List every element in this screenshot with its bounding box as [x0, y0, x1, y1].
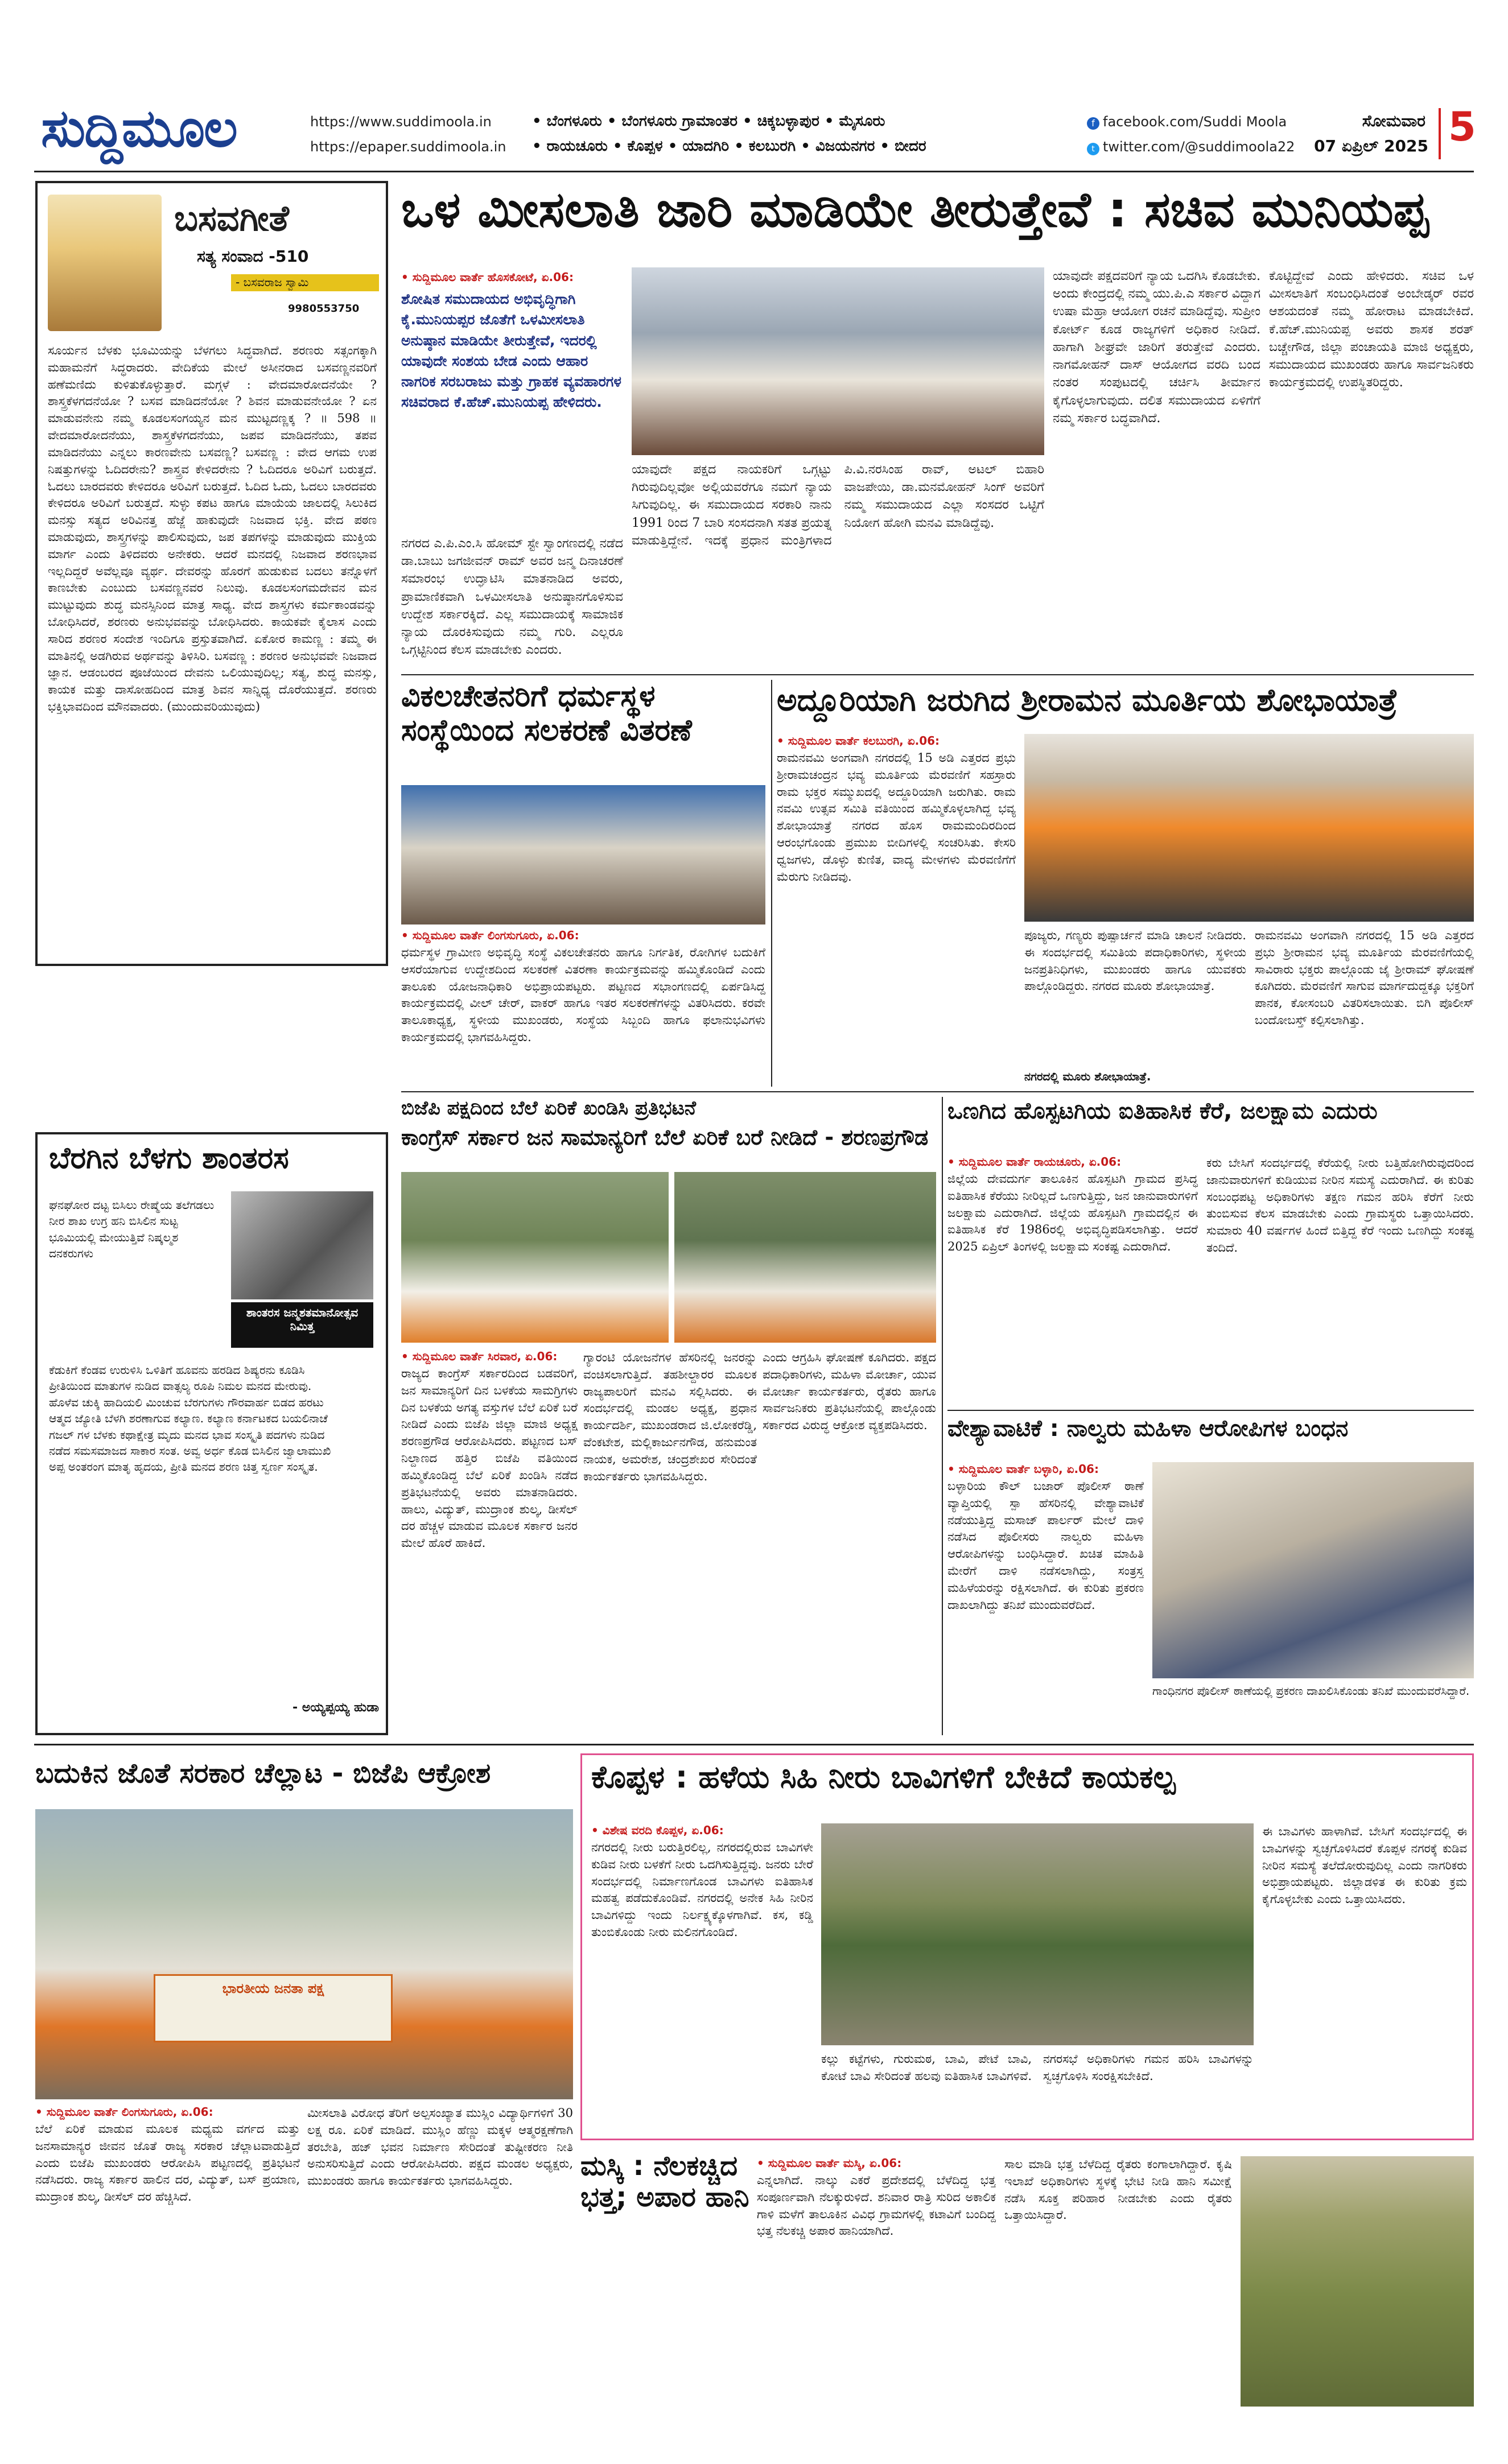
- lead-headline: ಒಳ ಮೀಸಲಾತಿ ಜಾರಿ ಮಾಡಿಯೇ ತೀರುತ್ತೇವೆ : ಸಚಿವ ಮುನಿಯಪ್ಪ: [401, 182, 1429, 238]
- page-number: 5: [1448, 104, 1476, 150]
- basavageethe-author: - ಬಸವರಾಜ ಸ್ವಾಮಿ: [231, 274, 379, 291]
- masthead-logo[interactable]: ಸುದ್ದಿಮೂಲ: [41, 98, 237, 159]
- arrest-headline: ವೇಶ್ಯಾವಾಟಿಕೆ : ನಾಲ್ವರು ಮಹಿಳಾ ಆರೋಪಿಗಳ ಬಂಧನ: [947, 1415, 1349, 1442]
- masthead: [0, 0, 1508, 182]
- bjp-protest-col3: ಎಂದು ಆಗ್ರಹಿಸಿ ಘೋಷಣೆ ಕೂಗಿದರು. ಪಕ್ಷದ ಪದಾಧಿಕಾರಿಗಳು, ಮಹಿಳಾ ಮೋರ್ಚಾ, ಯುವ ಮೋರ್ಚಾ ಕಾರ್ಯಕರ್ತರು, ರೈತರು ಹಾಗೂ ಸಾರ್ವಜನಿಕರು ಪ್ರತಿಭಟನೆಯಲ್ಲಿ ಪಾಲ್ಗೊಂಡು ಸರ್ಕಾರದ ವಿರುದ್ಧ ಆಕ್ರೋಶ ವ್ಯಕ್ತಪಡಿಸಿದರು.: [763, 1351, 936, 1433]
- bjp-protest-photo-right: [674, 1172, 936, 1343]
- lead-photo: [632, 267, 1044, 455]
- facebook-link[interactable]: [1087, 114, 1303, 132]
- maski-paddy-photo: [1241, 2156, 1474, 2407]
- shantarasa-title: ಬೆರಗಿನ ಬೆಳಗು ಶಾಂತರಸ: [49, 1141, 289, 1175]
- lead-col1: ನಗರದ ಎ.ಪಿ.ಎಂ.ಸಿ ಹೋಮ್ ಸ್ಟೇ ಸ್ವಾಂಗಣದಲ್ಲಿ ನಡೆದ ಡಾ.ಬಾಬು ಜಗಜೀವನ್ ರಾಮ್ ಅವರ ಜನ್ಮ ದಿನಾಚರಣೆ ಸಮಾರಂಭ ಉದ್ಘಾಟಿಸಿ ಮಾತನಾಡಿದ ಅವರು, ಪ್ರಾಮಾಣಿಕವಾಗಿ ಒಳಮೀಸಲಾತಿ ಅನುಷ್ಠಾನಗೊಳಿಸುವ ಉದ್ದೇಶ ಸರ್ಕಾರಕ್ಕಿದೆ. ಎಲ್ಲ ಸಮುದಾಯಕ್ಕೆ ಸಾಮಾಜಿಕ ನ್ಯಾಯ ದೊರಕಿಸುವುದು ನಮ್ಮ ಗುರಿ. ಎಲ್ಲರೂ ಒಗ್ಗಟ್ಟಿನಿಂದ ಕೆಲಸ ಮಾಡಬೇಕು ಎಂದರು.: [401, 536, 623, 658]
- shantarasa-author: - ಅಯ್ಯಪ್ಪಯ್ಯ ಹುಡಾ: [292, 1701, 379, 1715]
- bjp-protest-col2: ಗ್ಯಾರಂಟಿ ಯೋಜನೆಗಳ ಹೆಸರಿನಲ್ಲಿ ಜನರನ್ನು ವಂಚಿಸಲಾಗುತ್ತಿದೆ. ತಹಶೀಲ್ದಾರರ ಮೂಲಕ ರಾಜ್ಯಪಾಲರಿಗೆ ಮನವಿ ಸಲ್ಲಿಸಿದರು. ಈ ಸಂದರ್ಭದಲ್ಲಿ ಮಂಡಲ ಅಧ್ಯಕ್ಷ, ಪ್ರಧಾನ ಕಾರ್ಯದರ್ಶಿ, ಮುಖಂಡರಾದ ಜಿ.ಲೋಕರೆಡ್ಡಿ, ವೆಂಕಟೇಶ, ಮಲ್ಲಿಕಾರ್ಜುನಗೌಡ, ಹನುಮಂತ ನಾಯಕ, ಅಮರೇಶ, ಚಂದ್ರಶೇಖರ ಸೇರಿದಂತೆ ಕಾರ್ಯಕರ್ತರು ಭಾಗವಹಿಸಿದ್ದರು.: [583, 1351, 757, 1483]
- bjp-protest-divider: [942, 1097, 943, 1735]
- basavageethe-phone: 9980553750: [288, 303, 360, 315]
- bjp-protest-photo-left: [401, 1172, 669, 1343]
- arrest-body: ಬಳ್ಳಾರಿಯ ಕೌಲ್ ಬಜಾರ್ ಪೊಲೀಸ್ ಠಾಣೆ ವ್ಯಾಪ್ತಿಯಲ್ಲಿ ಸ್ಪಾ ಹೆಸರಿನಲ್ಲಿ ವೇಶ್ಯಾವಾಟಿಕೆ ನಡೆಯುತ್ತಿದ್ದ ಮಸಾಜ್ ಪಾರ್ಲರ್ ಮೇಲೆ ದಾಳಿ ನಡೆಸಿದ ಪೊಲೀಸರು ನಾಲ್ವರು ಮಹಿಳಾ ಆರೋಪಿಗಳನ್ನು ಬಂಧಿಸಿದ್ದಾರೆ. ಖಚಿತ ಮಾಹಿತಿ ಮೇರೆಗೆ ದಾಳಿ ನಡೆಸಲಾಗಿದ್ದು, ಸಂತ್ರಸ್ತ ಮಹಿಳೆಯರನ್ನು ರಕ್ಷಿಸಲಾಗಿದೆ. ಈ ಕುರಿತು ಪ್ರಕರಣ ದಾಖಲಾಗಿದ್ದು ತನಿಖೆ ಮುಂದುವರೆದಿದೆ.: [947, 1479, 1144, 1612]
- lake-bottom-rule: [947, 1410, 1474, 1411]
- koppal-headline: ಕೊಪ್ಪಳ : ಹಳೆಯ ಸಿಹಿ ನೀರು ಬಾವಿಗಳಿಗೆ ಬೇಕಿದೆ ಕಾಯಕಲ್ಪ: [591, 1760, 1176, 1795]
- lake-headline: ಒಣಗಿದ ಹೊಸ್ಪಟಗಿಯ ಐತಿಹಾಸಿಕ ಕೆರೆ, ಜಲಕ್ಷಾಮ ಎದುರು: [947, 1098, 1378, 1124]
- bjp-protest-kicker: ಬಿಜೆಪಿ ಪಕ್ಷದಿಂದ ಬೆಲೆ ಏರಿಕೆ ಖಂಡಿಸಿ ಪ್ರತಿಭಟನೆ: [401, 1097, 697, 1120]
- date-label: 07 ಏಪ್ರಿಲ್ 2025: [1314, 137, 1428, 155]
- bjp-life-dateline: • ಸುದ್ದಿಮೂಲ ವಾರ್ತೆ ಲಿಂಗಸುಗೂರು, ಏ.06:: [35, 2105, 213, 2119]
- facebook-icon: f: [1087, 117, 1099, 130]
- lead-col3: ಯಾವುದೇ ಪಕ್ಷದವರಿಗೆ ನ್ಯಾಯ ಒದಗಿಸಿ ಕೊಡಬೇಕು. ಅಂದು ಕೇಂದ್ರದಲ್ಲಿ ನಮ್ಮ ಯು.ಪಿ.ಎ ಸರ್ಕಾರ ವಿದ್ದಾಗ ಉಷಾ ಮೆಹ್ರಾ ಆಯೋಗ ರಚನೆ ಮಾಡಿದ್ದೆವು. ಸುಪ್ರೀಂ ಕೋರ್ಟ್ ಕೂಡ ರಾಜ್ಯಗಳಿಗೆ ಅಧಿಕಾರ ನೀಡಿದೆ. ಹಾಗಾಗಿ ಶೀಘ್ರವೇ ಜಾರಿಗೆ ತರುತ್ತೇವೆ ಎಂದರು. ನಾಗಮೋಹನ್ ದಾಸ್ ಆಯೋಗದ ವರದಿ ಬಂದ ನಂತರ ಸಂಪುಟದಲ್ಲಿ ಚರ್ಚಿಸಿ ತೀರ್ಮಾನ ಕೈಗೊಳ್ಳಲಾಗುವುದು. ದಲಿತ ಸಮುದಾಯದ ಏಳಿಗೆಗೆ ನಮ್ಮ ಸರ್ಕಾರ ಬದ್ಧವಾಗಿದೆ.: [1053, 269, 1260, 426]
- twitter-icon: t: [1087, 143, 1099, 155]
- koppal-box: [580, 1753, 1474, 2140]
- masthead-rule: [34, 171, 1474, 172]
- mid-rule-2: [34, 1744, 1474, 1745]
- bjp-life-photo: [35, 1809, 573, 2099]
- dharmasthala-photo: [401, 785, 765, 924]
- dharmasthala-divider: [771, 680, 772, 1087]
- basavageethe-subtitle: ಸತ್ಯ ಸಂವಾದ -510: [197, 247, 309, 266]
- website-link[interactable]: https://www.suddimoola.in: [310, 114, 492, 130]
- sriram-caption: ನಗರದಲ್ಲಿ ಮೂರು ಶೋಭಾಯಾತ್ರೆ.: [1024, 1070, 1151, 1083]
- sriram-procession-photo: [1024, 734, 1474, 922]
- bjp-life-col1: ಬೆಲೆ ಏರಿಕೆ ಮಾಡುವ ಮೂಲಕ ಮಧ್ಯಮ ವರ್ಗದ ಮತ್ತು ಜನಸಾಮಾನ್ಯರ ಜೀವನ ಜೊತೆ ರಾಜ್ಯ ಸರಕಾರ ಚೆಲ್ಲಾಟವಾಡುತ್ತಿದೆ ಎಂದು ಬಿಜೆಪಿ ಮುಖಂಡರು ಆರೋಪಿಸಿ ಪಟ್ಟಣದಲ್ಲಿ ಪ್ರತಿಭಟನೆ ನಡೆಸಿದರು. ರಾಜ್ಯ ಸರ್ಕಾರ ಹಾಲಿನ ದರ, ವಿದ್ಯುತ್, ಬಸ್ ಪ್ರಯಾಣ, ಮುದ್ರಾಂಕ ಶುಲ್ಕ, ಡೀಸೆಲ್ ದರ ಹೆಚ್ಚಿಸಿದೆ.: [35, 2122, 300, 2204]
- koppal-well-photo: [821, 1823, 1254, 2045]
- lake-col2: ಕರು ಬೇಸಿಗೆ ಸಂದರ್ಭದಲ್ಲಿ ಕೆರೆಯಲ್ಲಿ ನೀರು ಬತ್ತಿಹೋಗಿರುವುದರಿಂದ ಜಾನುವಾರುಗಳಿಗೆ ಕುಡಿಯುವ ನೀರಿನ ಸಮಸ್ಯೆ ಎದುರಾಗಿದೆ. ಈ ಕುರಿತು ಸಂಬಂಧಪಟ್ಟ ಅಧಿಕಾರಿಗಳು ತಕ್ಷಣ ಗಮನ ಹರಿಸಿ ಕೆರೆಗೆ ನೀರು ತುಂಬಿಸುವ ಕೆಲಸ ಮಾಡಬೇಕು ಎಂದು ಗ್ರಾಮಸ್ಥರು ಒತ್ತಾಯಿಸಿದರು. ಸುಮಾರು 40 ವರ್ಷಗಳ ಹಿಂದೆ ಬಿತ್ತಿದ್ದ ಕೆರೆ ಇಂದು ಒಣಗಿದ್ದು ಸಂಕಷ್ಟ ತಂದಿದೆ.: [1206, 1156, 1474, 1255]
- maski-headline: ಮಸ್ಕಿ : ನೆಲಕಚ್ಚಿದ ಭತ್ತ; ಅಪಾರ ಹಾನಿ: [580, 2150, 749, 2214]
- facebook-handle: facebook.com/Suddi Moola: [1103, 114, 1287, 130]
- lead-col2: ಯಾವುದೇ ಪಕ್ಷದ ನಾಯಕರಿಗೆ ಒಗ್ಗಟ್ಟು ಗಿರುವುದಿಲ್ಲವೋ ಅಲ್ಲಿಯವರೆಗೂ ನಮಗೆ ನ್ಯಾಯ ಸಿಗುವುದಿಲ್ಲ. ಈ ಸಮುದಾಯದ ಸರಕಾರಿ ನಾನು 1991 ರಿಂದ 7 ಬಾರಿ ಸಂಸದನಾಗಿ ಸತತ ಪ್ರಯತ್ನ ಮಾಡುತ್ತಿದ್ದೇನೆ. ಇದಕ್ಕೆ ಪ್ರಧಾನ ಮಂತ್ರಿಗಳಾದ ಪಿ.ವಿ.ನರಸಿಂಹ ರಾವ್, ಅಟಲ್ ಬಿಹಾರಿ ವಾಜಪೇಯಿ, ಡಾ.ಮನಮೋಹನ್ ಸಿಂಗ್ ಅವರಿಗೆ ನಮ್ಮ ಸಮುದಾಯದ ಎಲ್ಲಾ ಸಂಸದರ ಒಟ್ಟಿಗೆ ನಿಯೋಗ ಹೋಗಿ ಮನವಿ ಮಾಡಿದ್ದೆವು.: [632, 463, 1044, 548]
- lake-col1: ಜಿಲ್ಲೆಯ ದೇವದುರ್ಗ ತಾಲೂಕಿನ ಹೊಸ್ಪಟಗಿ ಗ್ರಾಮದ ಪ್ರಸಿದ್ಧ ಐತಿಹಾಸಿಕ ಕೆರೆಯು ನೀರಿಲ್ಲದೆ ಒಣಗುತ್ತಿದ್ದು, ಜನ ಜಾನುವಾರುಗಳಿಗೆ ಜಲಕ್ಷಾಮ ಎದುರಾಗಿದೆ. ಜಿಲ್ಲೆಯ ಹೊಸ್ಪಟಗಿ ಗ್ರಾಮದಲ್ಲಿನ ಈ ಐತಿಹಾಸಿಕ ಕೆರೆ 1986ರಲ್ಲಿ ಅಭಿವೃದ್ಧಿಪಡಿಸಲಾಗಿತ್ತು. ಆದರೆ 2025 ಏಪ್ರಿಲ್ ತಿಂಗಳಲ್ಲಿ ಜಲಕ್ಷಾಮ ಸಂಕಷ್ಟ ಎದುರಾಗಿದೆ.: [947, 1172, 1198, 1254]
- bjp-protest-dateline: • ಸುದ್ದಿಮೂಲ ವಾರ್ತೆ ಸಿರವಾರ, ಏ.06:: [401, 1349, 558, 1363]
- arrest-photo: [1152, 1462, 1474, 1678]
- shantarasa-photo: [231, 1191, 373, 1299]
- shantarasa-poem-body: ಕೆಡುಕಿಗೆ ಕೆಂಡವ ಉರುಳಿಸಿ ಒಳಿತಿಗೆ ಹೂವನು ಹರಡಿದ ಶಿಷ್ಯರನು ಕೂಡಿಸಿ ಪ್ರೀತಿಯಿಂದ ಮಾತುಗಳ ನುಡಿದ ವಾತ್ಸಲ್ಯ ರೂಪಿ ನಿಮಲ ಮನದ ಮೇರುವು. ಹೊಳೆವ ಚುಕ್ಕಿ ಹಾದಿಯಲಿ ಮಿಂಚುವ ಬೆರಗುಗಳು ಗೌರವಾರ್ಹ ಬಿಡದ ಹರಟು ಆತ್ಮದ ಜ್ಯೋತಿ ಬೆಳಗಿ ಶರಣಾಗುವ ಕಲ್ಯಾಣ. ಕಲ್ಯಾಣ ಕರ್ನಾಟಕದ ಬಯಲಿನಾಚೆ ಗಜಲ್ ಗಳ ಬೆಳಕು ಕಥಾಕ್ಷೇತ್ರ ಮೃದು ಮನದ ಭಾವ ಸಂಸ್ಕೃತಿ ಪದಗಳು ನುಡಿದ ನಡೆದ ಸಮಸಮಾಜದ ಸಾಕಾರ ಸಂತ. ಅವ್ವ ಅರ್ಧ ಕೊಡ ಬಿಸಿಲಿನ ಜ್ವಾಲಾಮುಖಿ ಅಪ್ಪ ಅಂತರಂಗ ಮಾತೃ ಹೃದಯ, ಪ್ರೀತಿ ಮನದ ಶರಣ ಚಿತ್ತ ಸ್ವರ್ಣ ಸಂಸ್ಕೃತ.: [49, 1363, 331, 1474]
- koppal-col2: ಕಲ್ಲು ಕಟ್ಟೆಗಳು, ಗುರುಮಠ, ಬಾವಿ, ಪೇಟೆ ಬಾವಿ, ಕೋಟೆ ಬಾವಿ ಸೇರಿದಂತೆ ಹಲವು ಐತಿಹಾಸಿಕ ಬಾವಿಗಳಿವೆ. ನಗರಸಭೆ ಅಧಿಕಾರಿಗಳು ಗಮನ ಹರಿಸಿ ಬಾವಿಗಳನ್ನು ಸ್ವಚ್ಛಗೊಳಿಸಿ ಸಂರಕ್ಷಿಸಬೇಕಿದೆ.: [821, 2052, 1254, 2083]
- bjp-protest-headline: ಕಾಂಗ್ರೆಸ್ ಸರ್ಕಾರ ಜನ ಸಾಮಾನ್ಯರಿಗೆ ಬೆಲೆ ಏರಿಕೆ ಬರೆ ನೀಡಿದೆ - ಶರಣಪ್ರಗೌಡ: [401, 1125, 929, 1150]
- bjp-banner-text: ಭಾರತೀಯ ಜನತಾ ಪಕ್ಷ: [222, 1980, 324, 1996]
- twitter-handle: twitter.com/@suddimoola22: [1103, 139, 1295, 155]
- basavageethe-body: ಸೂರ್ಯನ ಬೆಳಕು ಭೂಮಿಯನ್ನು ಬೆಳಗಲು ಸಿದ್ಧವಾಗಿದೆ. ಶರಣರು ಸತ್ಸಂಗಕ್ಕಾಗಿ ಮಹಾಮನೆಗೆ ಸಿದ್ಧರಾದರು. ವೇದಿಕೆಯ ಮೇಲೆ ಅಸೀನರಾದ ಬಸವಣ್ಣನವರಿಗೆ ಹಣೆಮಣಿದು ಕುಳಿತುಕೊಳ್ಳುತ್ತಾರೆ. ಮಗ್ಗಳೆ : ವೇದಮಾರೋದನೆಯೇ ? ಶಾಸ್ತ್ರಕೆಳಗದನೆಯೋ ? ಬಸವ ಮಾಡಿದನೆಯೋ ? ಶಿವನ ಮಾಡುವನೇಯೋ ? ಏನ ಮಾಡುವನೇನು ನಮ್ಮ ಕೂಡಲಸಂಗಯ್ಯನ ಮನ ಮುಟ್ಟದಣ್ಣಕ್ಕ ? ॥ 598 ॥ ವೇದಮಾರೋದನೆಯು, ಶಾಸ್ತ್ರಕೆಳಗದನೆಯು, ಜಪವ ಮಾಡಿದನೆಯು, ತಪವ ಮಾಡಿದನೆಯು ಎನ್ನಲು ಕಾರಣವೇನು ಬಸವಣ್ಣ? ಬಸವಣ್ಣ : ವೇದ ಆಗಮ ಉಪ ನಿಷತ್ತುಗಳನ್ನು ಓದಿದರೇನು? ಶಾಸ್ತ್ರವ ಕೇಳಿದರೇನು ? ಓದಿದರೂ ಅರಿವಿಗೆ ಬರುತ್ತದೆ. ಓದಲು ಬಾರದವರು ಕೇಳಿದರೂ ಅರಿವಿಗೆ ಬರುತ್ತದೆ. ಓದಿದ ಓದು, ಓದಲು ಬಾರದವರು ಕೇಳಿದರೂ ಅರಿವಿಗೆ ಬರುತ್ತದೆ. ಸುಳ್ಳು ಕಪಟ ಹಾಗೂ ಮಾಯೆಯ ಜಾಲದಲ್ಲಿ ಸಿಲುಕಿದ ಮನಸ್ಸು ಸತ್ಯದ ಅರಿವಿನತ್ತ ಹೆಜ್ಜೆ ಹಾಕುವುದೇ ನಿಜವಾದ ಭಕ್ತಿ. ವೇದ ಪಠಣ ಮಾಡುವುದು, ಶಾಸ್ತ್ರಗಳನ್ನು ಪಾಲಿಸುವುದು, ಜಪ ತಪಗಳನ್ನು ಮಾಡುವುದು ಮುಕ್ತಿಯ ಮಾರ್ಗ ಎಂದು ತಿಳಿದವರು ಅನೇಕರು. ಆದರೆ ಮನದಲ್ಲಿ ನಿಜವಾದ ಶರಣಭಾವ ಇಲ್ಲದಿದ್ದರೆ ಅವೆಲ್ಲವೂ ವ್ಯರ್ಥ. ದೇವರನ್ನು ಹೊರಗೆ ಹುಡುಕುವ ಬದಲು ತನ್ನೊಳಗೆ ಕಾಣಬೇಕು ಎಂಬುದು ಬಸವಣ್ಣನವರ ನಿಲುವು. ಕೂಡಲಸಂಗಮದೇವನ ಮನ ಮುಟ್ಟುವುದು ಶುದ್ಧ ಮನಸ್ಸಿನಿಂದ ಮಾತ್ರ ಸಾಧ್ಯ. ವೇದ ಶಾಸ್ತ್ರಗಳು ಕರ್ಮಕಾಂಡವನ್ನು ಬೋಧಿಸಿದರೆ, ಶರಣರು ಅನುಭವವನ್ನು ಬೋಧಿಸಿದರು. ಕಾಯಕವೇ ಕೈಲಾಸ ಎಂದು ಸಾರಿದ ಶರಣರ ಸಂದೇಶ ಇಂದಿಗೂ ಪ್ರಸ್ತುತವಾಗಿದೆ. ಏಕೋರ ಕಾಮಣ್ಣ : ತಮ್ಮ ಈ ಮಾತಿನಲ್ಲಿ ಅಡಗಿರುವ ಅರ್ಥವನ್ನು ತಿಳಿಸಿರಿ. ಬಸವಣ್ಣ : ಶರಣರ ಅನುಭವವೇ ನಿಜವಾದ ಜ್ಞಾನ. ಆಡಂಬರದ ಪೂಜೆಯಿಂದ ದೇವನು ಒಲಿಯುವುದಿಲ್ಲ; ಸತ್ಯ, ಶುದ್ಧ ಮನಸ್ಸು, ಕಾಯಕ ಮತ್ತು ದಾಸೋಹದಿಂದ ಮಾತ್ರ ಶಿವನ ಸಾನ್ನಿಧ್ಯ ದೊರೆಯುತ್ತದೆ. ಶರಣರು ಭಕ್ತಿಭಾವದಿಂದ ಮೌನವಾದರು. (ಮುಂದುವರಿಯುವುದು): [48, 344, 377, 714]
- maski-col1: ಎನ್ನಲಾಗಿದೆ. ನಾಲ್ಕು ಎಕರೆ ಪ್ರದೇಶದಲ್ಲಿ ಬೆಳೆದಿದ್ದ ಭತ್ತ ಸಂಪೂರ್ಣವಾಗಿ ನೆಲಕ್ಕುರುಳಿದೆ. ಶನಿವಾರ ರಾತ್ರಿ ಸುರಿದ ಅಕಾಲಿಕ ಗಾಳಿ ಮಳೆಗೆ ತಾಲೂಕಿನ ವಿವಿಧ ಗ್ರಾಮಗಳಲ್ಲಿ ಕಟಾವಿಗೆ ಬಂದಿದ್ದ ಭತ್ತ ನೆಲಕಚ್ಚಿ ಅಪಾರ ಹಾನಿಯಾಗಿದೆ.: [757, 2173, 996, 2238]
- day-label: ಸೋಮವಾರ: [1362, 112, 1425, 130]
- koppal-col3: ಈ ಬಾವಿಗಳು ಹಾಳಾಗಿವೆ. ಬೇಸಿಗೆ ಸಂದರ್ಭದಲ್ಲಿ ಈ ಬಾವಿಗಳನ್ನು ಸ್ವಚ್ಛಗೊಳಿಸಿದರೆ ಕೊಪ್ಪಳ ನಗರಕ್ಕೆ ಕುಡಿವ ನೀರಿನ ಸಮಸ್ಯೆ ತಲೆದೋರುವುದಿಲ್ಲ ಎಂದು ನಾಗರಿಕರು ಅಭಿಪ್ರಾಯಪಟ್ಟರು. ಜಿಲ್ಲಾಡಳಿತ ಈ ಕುರಿತು ಕ್ರಮ ಕೈಗೊಳ್ಳಬೇಕು ಎಂದು ಒತ್ತಾಯಿಸಿದರು.: [1262, 1825, 1467, 1906]
- shantarasa-box: [35, 1132, 388, 1735]
- sriram-col2: ಪೂಜ್ಯರು, ಗಣ್ಯರು ಪುಷ್ಪಾರ್ಚನೆ ಮಾಡಿ ಚಾಲನೆ ನೀಡಿದರು. ಈ ಸಂದರ್ಭದಲ್ಲಿ ಸಮಿತಿಯ ಪದಾಧಿಕಾರಿಗಳು, ಸ್ಥಳೀಯ ಜನಪ್ರತಿನಿಧಿಗಳು, ಮುಖಂಡರು ಹಾಗೂ ಯುವಕರು ಪಾಲ್ಗೊಂಡಿದ್ದರು. ನಗರದ ಮೂರು ಶೋಭಾಯಾತ್ರೆ.: [1024, 928, 1246, 993]
- lead-dateline: • ಸುದ್ದಿಮೂಲ ವಾರ್ತೆ ಹೊಸಕೋಟೆ, ಏ.06:: [401, 270, 574, 284]
- mid-rule-1: [401, 1091, 1474, 1092]
- page-number-divider: [1439, 108, 1441, 159]
- basavageethe-box: [35, 181, 388, 966]
- shantarasa-poem-top: ಘನಘೋರ ದಟ್ಟ ಬಿಸಿಲು ರೇಷ್ಮೆಯ ತಲೆಗಡಲು ನೀರ ಶಾಖ ಉಗ್ರ ಹನಿ ಬಿಸಿಲಿನ ಸುಟ್ಟ ಭೂಮಿಯಲ್ಲಿ ಮೇಯುತ್ತಿವೆ ನಿಷ್ಕಲ್ಮಶ ದನಕರುಗಳು: [49, 1198, 215, 1261]
- cities-row-1: • ಬೆಂಗಳೂರು • ಬೆಂಗಳೂರು ಗ್ರಾಮಾಂತರ • ಚಿಕ್ಕಬಳ್ಳಾಪುರ • ಮೈಸೂರು: [532, 113, 885, 130]
- koppal-col1: ನಗರದಲ್ಲಿ ನೀರು ಬರುತ್ತಿರಲಿಲ್ಲ, ನಗರದಲ್ಲಿರುವ ಬಾವಿಗಳೇ ಕುಡಿವ ನೀರು ಬಳಕೆಗೆ ನೀರು ಒದಗಿಸುತ್ತಿದ್ದವು. ಜನರು ಬೇರೆ ಸಂದರ್ಭದಲ್ಲಿ ನಿರ್ಮಾಣಗೊಂಡ ಬಾವಿಗಳು ಐತಿಹಾಸಿಕ ಮಹತ್ವ ಪಡೆದುಕೊಂಡಿವೆ. ನಗರದಲ್ಲಿ ಅನೇಕ ಸಿಹಿ ನೀರಿನ ಬಾವಿಗಳಿದ್ದು ಇಂದು ನಿರ್ಲಕ್ಷ್ಯಕ್ಕೊಳಗಾಗಿವೆ. ಕಸ, ಕಡ್ಡಿ ತುಂಬಿಕೊಂಡು ನೀರು ಮಲಿನಗೊಂಡಿದೆ.: [591, 1840, 813, 1939]
- shantarasa-photo-caption: ಶಾಂತರಸ ಜನ್ಮಶತಮಾನೋತ್ಸವ ನಿಮಿತ್ತ: [231, 1302, 373, 1348]
- bjp-life-banner: [154, 1974, 393, 2042]
- dharmasthala-headline: ವಿಕಲಚೇತನರಿಗೆ ಧರ್ಮಸ್ಥಳ ಸಂಸ್ಥೆಯಿಂದ ಸಲಕರಣೆ ವಿತರಣೆ: [401, 679, 692, 748]
- sriram-headline: ಅದ್ದೂರಿಯಾಗಿ ಜರುಗಿದ ಶ್ರೀರಾಮನ ಮೂರ್ತಿಯ ಶೋಭಾಯಾತ್ರೆ: [777, 683, 1398, 718]
- arrest-caption: ಗಾಂಧಿನಗರ ಪೊಲೀಸ್ ಠಾಣೆಯಲ್ಲಿ ಪ್ರಕರಣ ದಾಖಲಿಸಿಕೊಂಡು ತನಿಖೆ ಮುಂದುವರೆಸಿದ್ದಾರೆ.: [1152, 1684, 1470, 1698]
- sriram-dateline: • ಸುದ್ದಿಮೂಲ ವಾರ್ತೆ ಕಲಬುರಗಿ, ಏ.06:: [777, 734, 940, 748]
- epaper-link[interactable]: https://epaper.suddimoola.in: [310, 139, 506, 155]
- lead-bottom-rule: [401, 674, 1474, 675]
- dharmasthala-body: ಧರ್ಮಸ್ಥಳ ಗ್ರಾಮೀಣ ಅಭಿವೃದ್ಧಿ ಸಂಸ್ಥೆ ವಿಕಲಚೇತನರು ಹಾಗೂ ನಿರ್ಗತಿಕ, ರೋಗಿಗಳ ಬದುಕಿಗೆ ಆಸರೆಯಾಗುವ ಉದ್ದೇಶದಿಂದ ಸಲಕರಣೆ ವಿತರಣಾ ಕಾರ್ಯಕ್ರಮವನ್ನು ಹಮ್ಮಿಕೊಂಡಿದೆ ಎಂದು ತಾಲೂಕು ಯೋಜನಾಧಿಕಾರಿ ಅಭಿಪ್ರಾಯಪಟ್ಟರು. ಪಟ್ಟಣದ ಸಭಾಂಗಣದಲ್ಲಿ ಏರ್ಪಡಿಸಿದ್ದ ಕಾರ್ಯಕ್ರಮದಲ್ಲಿ ವೀಲ್ ಚೇರ್, ವಾಕರ್ ಹಾಗೂ ಇತರ ಸಲಕರಣೆಗಳನ್ನು ವಿತರಿಸಿದರು. ಕರವೇ ತಾಲೂಕಾಧ್ಯಕ್ಷ, ಸ್ಥಳೀಯ ಮುಖಂಡರು, ಸಂಸ್ಥೆಯ ಸಿಬ್ಬಂದಿ ಹಾಗೂ ಫಲಾನುಭವಿಗಳು ಕಾರ್ಯಕ್ರಮದಲ್ಲಿ ಭಾಗವಹಿಸಿದ್ದರು.: [401, 946, 765, 1045]
- basavageethe-title: ಬಸವಗೀತೆ: [174, 197, 289, 239]
- cities-row-2: • ರಾಯಚೂರು • ಕೊಪ್ಪಳ • ಯಾದಗಿರಿ • ಕಲಬುರಗಿ • ವಿಜಯನಗರ • ಬೀದರ: [532, 138, 926, 155]
- bjp-protest-col1: ರಾಜ್ಯದ ಕಾಂಗ್ರೆಸ್ ಸರ್ಕಾರದಿಂದ ಬಡವರಿಗೆ, ಜನ ಸಾಮಾನ್ಯರಿಗೆ ದಿನ ಬಳಕೆಯ ಸಾಮಗ್ರಿಗಳು ದಿನ ಬಳಕೆಯ ಅಗತ್ಯ ವಸ್ತುಗಳ ಬೆಲೆ ಏರಿಕೆ ಬರೆ ನೀಡಿದೆ ಎಂದು ಬಿಜೆಪಿ ಜಿಲ್ಲಾ ಮಾಜಿ ಅಧ್ಯಕ್ಷ ಶರಣಪ್ರಗೌಡ ಆರೋಪಿಸಿದರು. ಪಟ್ಟಣದ ಬಸ್ ನಿಲ್ದಾಣದ ಹತ್ತಿರ ಬಿಜೆಪಿ ವತಿಯಿಂದ ಹಮ್ಮಿಕೊಂಡಿದ್ದ ಬೆಲೆ ಏರಿಕೆ ಖಂಡಿಸಿ ನಡೆದ ಪ್ರತಿಭಟನೆಯಲ್ಲಿ ಅವರು ಮಾತನಾಡಿದರು. ಹಾಲು, ವಿದ್ಯುತ್, ಮುದ್ರಾಂಕ ಶುಲ್ಕ, ಡೀಸೆಲ್ ದರ ಹೆಚ್ಚಳ ಮಾಡುವ ಮೂಲಕ ಸರ್ಕಾರ ಜನರ ಮೇಲೆ ಹೊರೆ ಹಾಕಿದೆ.: [401, 1367, 578, 1550]
- bjp-life-headline: ಬದುಕಿನ ಜೊತೆ ಸರಕಾರ ಚೆಲ್ಲಾಟ - ಬಿಜೆಪಿ ಆಕ್ರೋಶ: [35, 1758, 491, 1789]
- bjp-life-col2: ಮೀಸಲಾತಿ ವಿರೋಧ ತೆರಿಗೆ ಅಲ್ಪಸಂಖ್ಯಾತ ಮುಸ್ಲಿಂ ವಿದ್ಯಾರ್ಥಿಗಳಿಗೆ 30 ಲಕ್ಷ ರೂ. ಏರಿಕೆ ಮಾಡಿದೆ. ಮುಸ್ಲಿಂ ಹೆಣ್ಣು ಮಕ್ಕಳ ಆತ್ಮರಕ್ಷಣೆಗಾಗಿ ತರಬೇತಿ, ಹಜ್ ಭವನ ನಿರ್ಮಾಣ ಸೇರಿದಂತೆ ತುಷ್ಟೀಕರಣ ನೀತಿ ಅನುಸರಿಸುತ್ತಿದೆ ಎಂದು ಆರೋಪಿಸಿದರು. ಪಕ್ಷದ ಮಂಡಲ ಅಧ್ಯಕ್ಷರು, ಮುಖಂಡರು ಹಾಗೂ ಕಾರ್ಯಕರ್ತರು ಭಾಗವಹಿಸಿದ್ದರು.: [307, 2106, 573, 2188]
- sriram-col1: ರಾಮನವಮಿ ಅಂಗವಾಗಿ ನಗರದಲ್ಲಿ 15 ಅಡಿ ಎತ್ತರದ ಪ್ರಭು ಶ್ರೀರಾಮಚಂದ್ರನ ಭವ್ಯ ಮೂರ್ತಿಯ ಮೆರವಣಿಗೆ ಸಹಸ್ರಾರು ರಾಮ ಭಕ್ತರ ಸಮ್ಮುಖದಲ್ಲಿ ಅದ್ದೂರಿಯಾಗಿ ಜರುಗಿತು. ರಾಮ ನವಮಿ ಉತ್ಸವ ಸಮಿತಿ ವತಿಯಿಂದ ಹಮ್ಮಿಕೊಳ್ಳಲಾಗಿದ್ದ ಭವ್ಯ ಶೋಭಾಯಾತ್ರೆ ನಗರದ ಹೊಸ ರಾಮಮಂದಿರದಿಂದ ಆರಂಭಗೊಂಡು ಪ್ರಮುಖ ಬೀದಿಗಳಲ್ಲಿ ಸಂಚರಿಸಿತು. ಕೇಸರಿ ಧ್ವಜಗಳು, ಡೊಳ್ಳು ಕುಣಿತ, ವಾದ್ಯ ಮೇಳಗಳು ಮೆರವಣಿಗೆಗೆ ಮೆರುಗು ನೀಡಿದವು.: [777, 751, 1016, 884]
- arrest-dateline: • ಸುದ್ದಿಮೂಲ ವಾರ್ತೆ ಬಳ್ಳಾರಿ, ಏ.06:: [947, 1462, 1099, 1476]
- maski-col2: ಸಾಲ ಮಾಡಿ ಭತ್ತ ಬೆಳೆದಿದ್ದ ರೈತರು ಕಂಗಾಲಾಗಿದ್ದಾರೆ. ಕೃಷಿ ಇಲಾಖೆ ಅಧಿಕಾರಿಗಳು ಸ್ಥಳಕ್ಕೆ ಭೇಟಿ ನೀಡಿ ಹಾನಿ ಸಮೀಕ್ಷೆ ನಡೆಸಿ ಸೂಕ್ತ ಪರಿಹಾರ ನೀಡಬೇಕು ಎಂದು ರೈತರು ಒತ್ತಾಯಿಸಿದ್ದಾರೆ.: [1004, 2157, 1232, 2222]
- lead-col4: ಕೊಟ್ಟಿದ್ದೇವೆ ಎಂದು ಹೇಳಿದರು. ಸಚಿವ ಒಳ ಮೀಸಲಾತಿಗೆ ಸಂಬಂಧಿಸಿದಂತೆ ಅಂಬೇಡ್ಕರ್ ರವರ ಆಶಯದಂತೆ ನಮ್ಮ ಹೋರಾಟ ಮಾಡಬೇಕಿದೆ. ಕೆ.ಹೆಚ್.ಮುನಿಯಪ್ಪ ಅವರು ಶಾಸಕ ಶರತ್ ಬಚ್ಚೇಗೌಡ, ಜಿಲ್ಲಾ ಪಂಚಾಯತಿ ಮಾಜಿ ಅಧ್ಯಕ್ಷರು, ಸಮುದಾಯದ ಮುಖಂಡರು ಹಾಗೂ ಸಾರ್ವಜನಿಕರು ಕಾರ್ಯಕ್ರಮದಲ್ಲಿ ಉಪಸ್ಥಿತರಿದ್ದರು.: [1269, 269, 1474, 390]
- maski-dateline: • ಸುದ್ದಿಮೂಲ ವಾರ್ತೆ ಮಸ್ಕಿ, ಏ.06:: [757, 2156, 902, 2170]
- sriram-col3: ರಾಮನವಮಿ ಅಂಗವಾಗಿ ನಗರದಲ್ಲಿ 15 ಅಡಿ ಎತ್ತರದ ಪ್ರಭು ಶ್ರೀರಾಮನ ಭವ್ಯ ಮೂರ್ತಿಯ ಮೆರವಣಿಗೆಯಲ್ಲಿ ಸಾವಿರಾರು ಭಕ್ತರು ಪಾಲ್ಗೊಂಡು ಜೈ ಶ್ರೀರಾಮ್ ಘೋಷಣೆ ಕೂಗಿದರು. ಮೆರವಣಿಗೆ ಸಾಗುವ ಮಾರ್ಗದುದ್ದಕ್ಕೂ ಭಕ್ತರಿಗೆ ಪಾನಕ, ಕೋಸಂಬರಿ ವಿತರಿಸಲಾಯಿತು. ಬಿಗಿ ಪೊಲೀಸ್ ಬಂದೋಬಸ್ತ್ ಕಲ್ಪಿಸಲಾಗಿತ್ತು.: [1255, 928, 1474, 1027]
- koppal-dateline: • ವಿಶೇಷ ವರದಿ ಕೊಪ್ಪಳ, ಏ.06:: [591, 1823, 724, 1837]
- basavanna-illustration: [48, 195, 162, 331]
- lead-intro: ಶೋಷಿತ ಸಮುದಾಯದ ಅಭಿವೃದ್ಧಿಗಾಗಿ ಕೈ.ಮುನಿಯಪ್ಪರ ಜೊತೆಗೆ ಒಳಮೀಸಲಾತಿ ಅನುಷ್ಠಾನ ಮಾಡಿಯೇ ತೀರುತ್ತೇವೆ, ಇದರಲ್ಲಿ ಯಾವುದೇ ಸಂಶಯ ಬೇಡ ಎಂದು ಆಹಾರ ನಾಗರಿಕ ಸರಬರಾಜು ಮತ್ತು ಗ್ರಾಹಕ ವ್ಯವಹಾರಗಳ ಸಚಿವರಾದ ಕೆ.ಹೆಚ್.ಮುನಿಯಪ್ಪ ಹೇಳಿದರು.: [401, 291, 621, 411]
- lake-dateline: • ಸುದ್ದಿಮೂಲ ವಾರ್ತೆ ರಾಯಚೂರು, ಏ.06:: [947, 1155, 1122, 1169]
- dharmasthala-dateline: • ಸುದ್ದಿಮೂಲ ವಾರ್ತೆ ಲಿಂಗಸುಗೂರು, ಏ.06:: [401, 928, 579, 942]
